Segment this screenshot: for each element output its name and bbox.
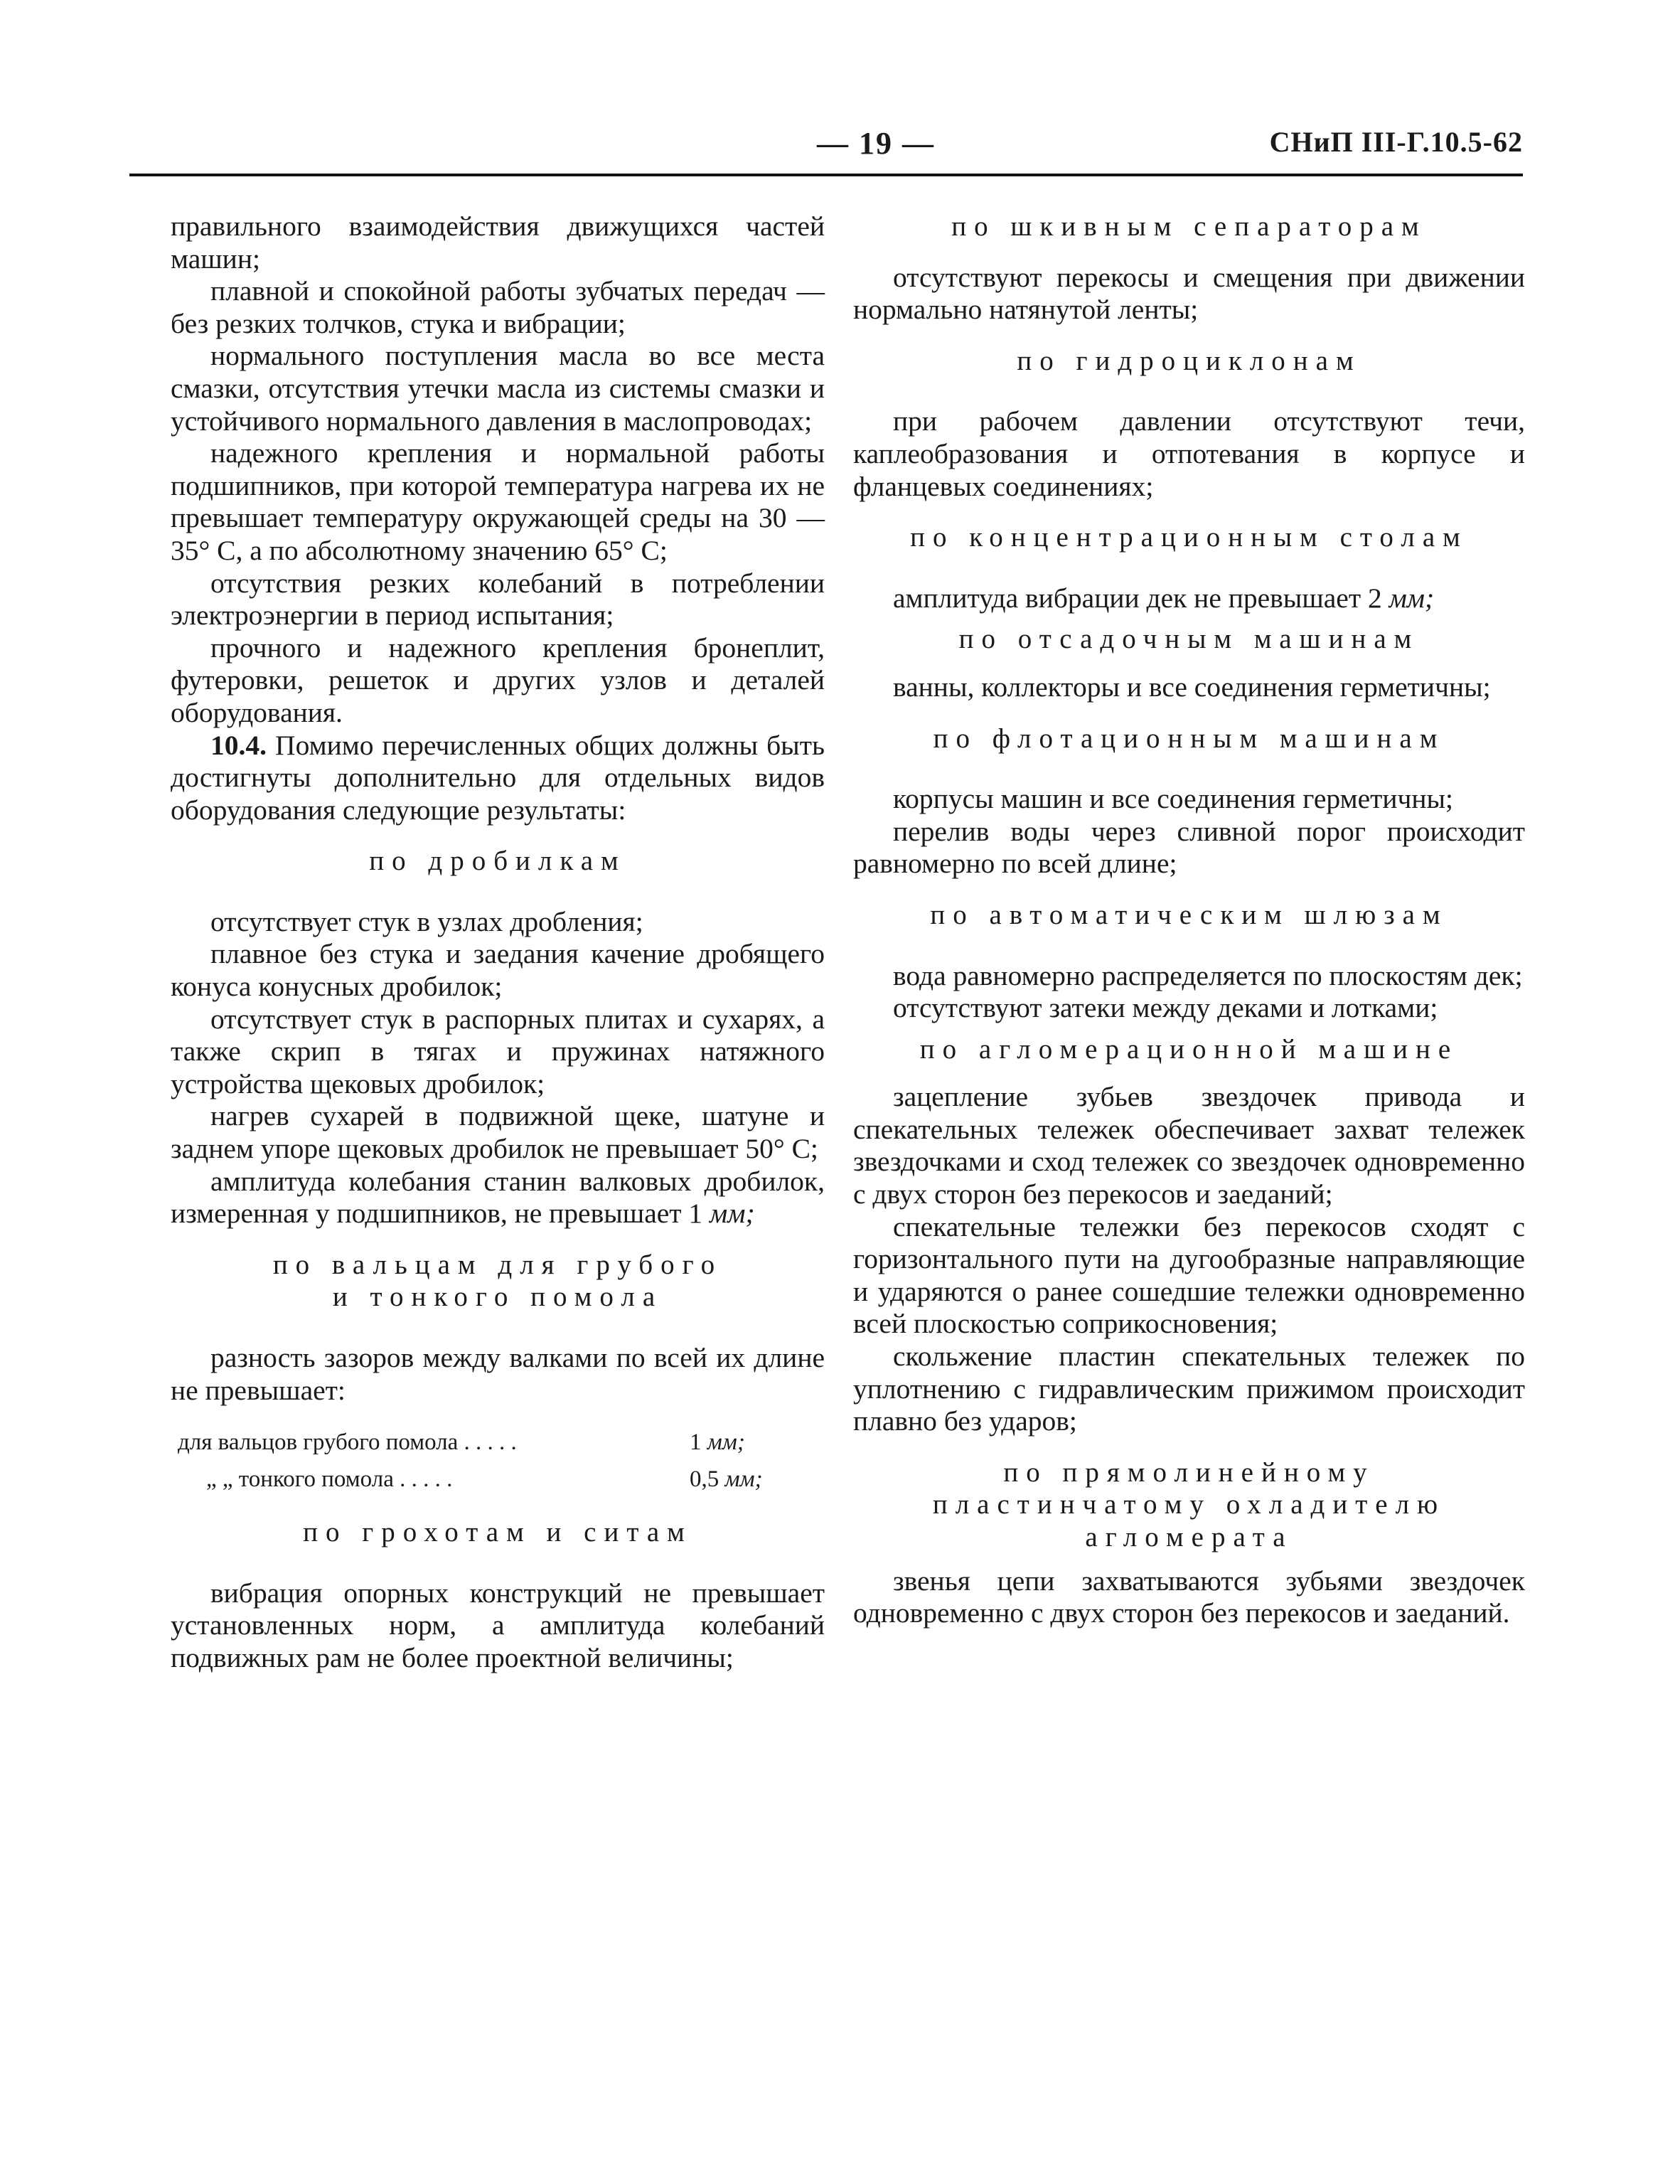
- section-heading-hydrocyclones: по гидроциклонам: [1017, 345, 1361, 376]
- paragraph: отсутствия резких колебаний в потреблении электроэнергии в период испытания;: [171, 567, 825, 632]
- row-label: для вальцов грубого помола . . . . .: [178, 1429, 517, 1456]
- unit: мм;: [710, 1198, 755, 1230]
- paragraph: отсутствует стук в узлах дробления;: [210, 905, 643, 937]
- paragraph: разность зазоров между валками по всей их длине не превышает:: [171, 1342, 825, 1406]
- section-heading-cooler-line2: пластинчатому охладителю: [932, 1489, 1446, 1520]
- section-heading-pulley: по шкивным сепараторам: [951, 211, 1427, 242]
- section-heading-sluices: по автоматическим шлюзам: [930, 899, 1448, 930]
- section-heading-crushers: по дробилкам: [369, 846, 626, 877]
- paragraph: корпусы машин и все соединения герметичны;: [893, 783, 1454, 815]
- right-column: [853, 211, 1525, 1630]
- paragraph: нагрев сухарей в подвижной щеке, шатуне и заднем упоре щековых дробилок не превышает 50° С;: [171, 1100, 825, 1165]
- paragraph: вибрация опорных конструкций не превышает установленных норм, а амплитуда колебаний подвижных рам не более проектной величины;: [171, 1577, 825, 1673]
- table-row: [171, 1461, 825, 1498]
- page-number: — 19 —: [817, 126, 935, 161]
- paragraph: амплитуда вибрации дек не превышает 2 мм;: [893, 582, 1435, 614]
- header-rule: [129, 174, 1523, 176]
- paragraph: [171, 1166, 825, 1230]
- left-column: [171, 211, 825, 1675]
- paragraph: ванны, коллекторы и все соединения герметичны;: [893, 671, 1491, 703]
- paragraph: отсутствуют затеки между деками и лотками;: [893, 992, 1438, 1024]
- section-heading-flotation: по флотационным машинам: [933, 723, 1445, 754]
- section-heading-cooler-line3: агломерата: [1085, 1522, 1293, 1552]
- section-heading-rolls-line2: и тонкого помола: [332, 1282, 663, 1313]
- unit: мм;: [1389, 582, 1435, 614]
- paragraph: отсутствуют перекосы и смещения при движении нормально натянутой ленты;: [853, 261, 1525, 326]
- paragraph: отсутствует стук в распорных плитах и сухарях, а также скрип в тягах и пружинах натяжного устройства щековых дробилок;: [171, 1003, 825, 1099]
- clause-text: Помимо перечисленных общих должны быть достигнуты дополнительно для отдельных видов оборудования следующие результаты:: [171, 729, 825, 826]
- paragraph: звенья цепи захватываются зубьями звездочек одновременно с двух сторон без перекосов и заеданий.: [853, 1565, 1525, 1629]
- row-value: 0,5 мм;: [690, 1466, 763, 1493]
- page-header: [129, 125, 1523, 168]
- paragraph: спекательные тележки без перекосов сходят с горизонтального пути на дугообразные направляющие и ударяются о ранее сошедшие тележки одновременно всей плоскостью соприкосновения;: [853, 1210, 1525, 1340]
- row-value: 1 мм;: [690, 1429, 745, 1456]
- amplitude-text: амплитуда колебания станин валковых дробилок, измеренная у подшипников, не превышает 1: [171, 1165, 825, 1230]
- section-heading-jig: по отсадочным машинам: [958, 624, 1420, 655]
- paragraph: плавной и спокойной работы зубчатых передач — без резких толчков, стука и вибрации;: [171, 275, 825, 339]
- section-heading-tables: по концентрационным столам: [910, 522, 1468, 553]
- paragraph: скольжение пластин спекательных тележек по уплотнению с гидравлическим прижимом происходит плавно без ударов;: [853, 1341, 1525, 1437]
- paragraph: при рабочем давлении отсутствуют течи, каплеобразования и отпотевания в корпусе и фланцевых соединениях;: [853, 405, 1525, 502]
- section-heading-agglomeration: по агломерационной машине: [919, 1033, 1459, 1065]
- paragraph: перелив воды через сливной порог происходит равномерно по всей длине;: [853, 815, 1525, 880]
- paragraph: прочного и надежного крепления бронеплит, футеровки, решеток и других узлов и деталей оборудования.: [171, 632, 825, 728]
- section-heading-cooler-line1: по прямолинейному: [1003, 1456, 1375, 1488]
- paragraph: надежного крепления и нормальной работы подшипников, при которой температура нагрева их не превышает температуру окружающей среды на 30 — 35° С, а по абсолютному значению 65° С;: [171, 437, 825, 566]
- paragraph: плавное без стука и заедания качение дробящего конуса конусных дробилок;: [171, 938, 825, 1003]
- document-code: СНиП III-Г.10.5-62: [1269, 126, 1523, 158]
- paragraph: правильного взаимодействия движущихся частей машин;: [171, 211, 825, 275]
- paragraph: зацепление зубьев звездочек привода и спекательных тележек обеспечивает захват тележек звездочками и сход тележек со звездочек одновременно с двух сторон без перекосов и заеданий;: [853, 1081, 1525, 1210]
- paragraph: вода равномерно распределяется по плоскостям дек;: [893, 959, 1523, 991]
- clause-paragraph: [171, 730, 825, 827]
- paragraph: нормального поступления масла во все места смазки, отсутствия утечки масла из системы смазки и устойчивого нормального давления в маслопроводах;: [171, 340, 825, 437]
- section-heading-rolls-line1: по вальцам для грубого: [272, 1249, 723, 1280]
- row-label: „ „ тонкого помола . . . . .: [206, 1466, 453, 1493]
- clause-number: 10.4.: [210, 729, 267, 761]
- section-heading-screens: по грохотам и ситам: [303, 1517, 692, 1548]
- table-row: [171, 1424, 825, 1461]
